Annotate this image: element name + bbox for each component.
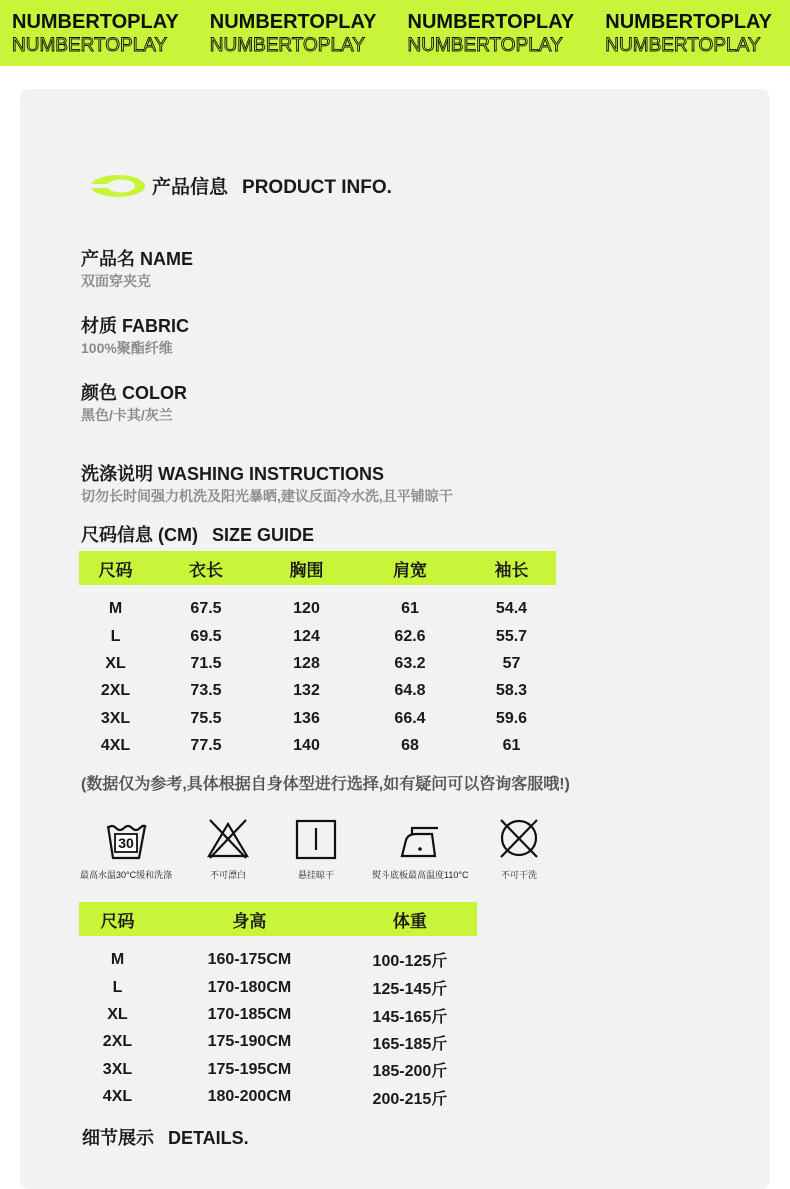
size-guide-title-cn: 尺码信息 (CM): [81, 525, 198, 545]
care-item-dryclean: [497, 816, 541, 881]
fabric-field: [81, 315, 189, 358]
banner-outline-text: NUMBERTOPLAY: [407, 35, 563, 56]
banner-outline-text: NUMBERTOPLAY: [12, 35, 168, 56]
table-cell: 200-215斤: [372, 1090, 448, 1108]
size-guide-title-en: SIZE GUIDE: [211, 525, 314, 545]
banner-outline-text: NUMBERTOPLAY: [605, 35, 761, 56]
table-cell: 170-185CM: [207, 1006, 292, 1024]
iron-110-icon: [398, 816, 442, 862]
table-cell: 58.3: [495, 682, 528, 700]
table-cell: 136: [293, 709, 320, 727]
tub-number: 30: [118, 835, 134, 851]
table-cell: 55.7: [495, 627, 528, 645]
care-item-bleach: [206, 816, 250, 881]
table-row: [79, 1084, 477, 1111]
size-guide-title: [81, 521, 328, 547]
table-cell: 100-125斤: [372, 953, 448, 970]
table-cell: 61: [401, 599, 419, 617]
table-cell: 63.2: [394, 655, 426, 673]
table-row: [79, 1001, 477, 1028]
table-row: [79, 705, 556, 732]
table-row: [79, 1029, 477, 1056]
no-dry-clean-icon: [497, 816, 541, 862]
table-cell: 120: [293, 599, 320, 617]
details-title-en: DETAILS.: [168, 1128, 249, 1148]
banner-item: [605, 0, 772, 66]
banner-outline-text: NUMBERTOPLAY: [209, 35, 365, 56]
table-cell: 125-145斤: [372, 981, 448, 999]
banner-text: NUMBERTOPLAY: [209, 11, 377, 33]
fit-table-header: [79, 902, 477, 936]
table-row: [79, 650, 556, 677]
care-label: 不可干洗: [500, 870, 537, 880]
size-col-header: 尺码: [79, 902, 156, 936]
table-cell: 175-195CM: [207, 1060, 292, 1078]
top-banner: [0, 0, 790, 66]
section-title-en: PRODUCT INFO.: [242, 177, 392, 198]
table-cell: 62.6: [394, 627, 426, 645]
table-cell: 66.4: [394, 709, 426, 727]
washing-value: 切勿长时间强力机洗及阳光暴晒,建议反面冷水洗,且平铺晾干: [81, 488, 453, 504]
hang-dry-icon: [294, 816, 338, 862]
banner-item: [12, 0, 179, 66]
product-info-heading: [90, 172, 406, 199]
table-cell: M: [110, 950, 125, 968]
size-col-header: 尺码: [79, 551, 152, 585]
table-cell: 128: [293, 655, 320, 673]
table-cell: 2XL: [100, 682, 131, 700]
table-cell: 71.5: [190, 655, 222, 673]
details-heading: [82, 1124, 263, 1150]
care-label: 熨斗底板最高温度110°C: [372, 870, 469, 880]
table-row: [79, 936, 477, 974]
size-note: (数据仅为参考,具体根据自身体型进行选择,如有疑问可以咨询客服哦!): [81, 776, 570, 793]
table-cell: 175-190CM: [207, 1033, 292, 1051]
weight-col-header: 体重: [343, 902, 477, 936]
table-cell: L: [112, 978, 123, 996]
table-cell: M: [108, 599, 123, 617]
table-cell: 61: [502, 737, 521, 755]
fabric-label: 材质 FABRIC: [81, 316, 189, 336]
table-cell: 59.6: [495, 709, 528, 727]
table-cell: 3XL: [102, 1060, 133, 1078]
table-cell: 68: [401, 737, 419, 755]
fabric-value: 100%聚酯纤维: [81, 340, 173, 356]
table-cell: 73.5: [190, 682, 222, 700]
length-col-header: 衣长: [152, 551, 260, 585]
table-row: [79, 585, 556, 623]
banner-text: NUMBERTOPLAY: [605, 11, 772, 33]
table-row: [79, 623, 556, 650]
table-cell: 160-175CM: [207, 950, 292, 968]
table-cell: 67.5: [190, 599, 222, 617]
table-cell: XL: [107, 1006, 128, 1024]
table-cell: 4XL: [100, 737, 131, 755]
table-row: [79, 678, 556, 705]
care-item-wash: [80, 816, 172, 881]
care-item-iron: [372, 816, 468, 881]
table-cell: 64.8: [394, 682, 426, 700]
no-bleach-icon: [206, 816, 250, 862]
table-cell: 69.5: [190, 627, 222, 645]
details-title-cn: 细节展示: [82, 1128, 154, 1148]
care-label: 最高水温30°C缓和洗涤: [80, 870, 173, 880]
table-cell: 185-200斤: [372, 1063, 448, 1081]
shoulder-col-header: 肩宽: [353, 551, 467, 585]
care-label: 不可漂白: [209, 870, 246, 880]
table-cell: 124: [293, 627, 320, 645]
table-cell: XL: [105, 655, 126, 673]
brand-swoosh-icon: [90, 174, 146, 198]
height-col-header: 身高: [156, 902, 343, 936]
care-label: 悬挂晾干: [297, 870, 334, 880]
table-row: [79, 1056, 477, 1083]
washing-label: 洗涤说明 WASHING INSTRUCTIONS: [81, 464, 385, 484]
table-row: [79, 974, 477, 1001]
wash-30-icon: [104, 816, 148, 862]
table-cell: 170-180CM: [207, 978, 292, 996]
care-item-dry: [294, 816, 338, 881]
table-cell: 132: [293, 682, 320, 700]
banner-text: NUMBERTOPLAY: [407, 11, 575, 33]
table-cell: 180-200CM: [207, 1088, 292, 1106]
table-cell: L: [110, 627, 121, 645]
table-cell: 140: [293, 737, 320, 755]
table-cell: 3XL: [100, 709, 131, 727]
size-table-header: [79, 551, 556, 585]
washing-field: [81, 463, 453, 506]
table-cell: 145-165斤: [372, 1008, 448, 1026]
table-cell: 77.5: [190, 737, 222, 755]
table-cell: 4XL: [102, 1088, 133, 1106]
color-value: 黑色/卡其/灰兰: [81, 407, 173, 423]
table-cell: 75.5: [190, 709, 222, 727]
chest-col-header: 胸围: [260, 551, 353, 585]
fit-table: [79, 902, 477, 1111]
color-label: 颜色 COLOR: [81, 383, 187, 403]
section-title-cn: 产品信息: [152, 177, 229, 198]
banner-item: [408, 0, 575, 66]
color-field: [81, 382, 187, 425]
sleeve-col-header: 袖长: [467, 551, 556, 585]
table-cell: 57: [502, 655, 521, 673]
table-cell: 54.4: [495, 599, 528, 617]
table-cell: 2XL: [102, 1033, 133, 1051]
banner-text: NUMBERTOPLAY: [12, 11, 179, 33]
banner-item: [210, 0, 377, 66]
name-field: [81, 248, 193, 291]
name-value: 双面穿夹克: [81, 273, 151, 289]
table-cell: 165-185斤: [372, 1035, 448, 1053]
table-row: [79, 733, 556, 760]
name-label: 产品名 NAME: [81, 249, 193, 269]
size-table: [79, 551, 556, 760]
